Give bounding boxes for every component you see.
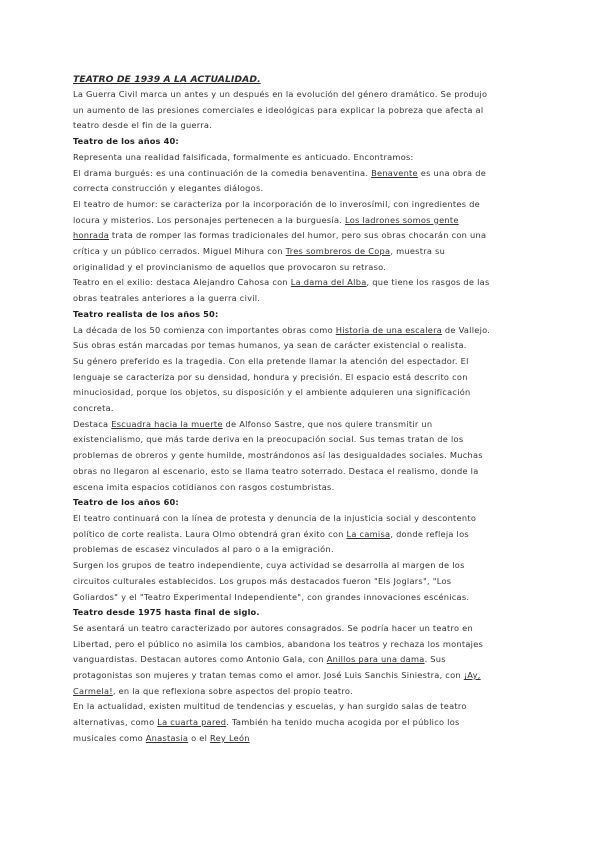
text-line (73, 558, 538, 574)
text-line (73, 87, 538, 103)
line-text: problemas de escasez vinculados al paro o a la emigración. (73, 544, 334, 555)
line-text: problemas de obreros y gente humilde, mostrándonos así las desigualdades sociales. Muchas (73, 450, 483, 461)
text-line (73, 621, 538, 637)
text-line (73, 480, 538, 496)
section-heading (73, 307, 538, 323)
line-text: musicales como (73, 732, 146, 743)
line-text: Teatro de los años 60: (73, 497, 179, 508)
line-text: Representa una realidad falsificada, formalmente es anticuado. Encontramos: (73, 151, 414, 162)
text-line (73, 652, 538, 668)
text-line (73, 464, 538, 480)
text-line (73, 291, 538, 307)
line-text: vanguardistas. Destacan autores como Antonio Gala, con (73, 654, 327, 665)
line-text: o el (188, 732, 210, 743)
text-line (73, 401, 538, 417)
line-text: protagonistas son mujeres y tratan temas como el amor. José Luis Sanchis Siniestra, con (73, 670, 464, 681)
line-text: El drama burgués: es una continuación de la comedia benaventina. (73, 167, 372, 178)
work-title: Los ladrones somos gente (345, 214, 459, 225)
document-title: TEATRO DE 1939 A LA ACTUALIDAD. (73, 74, 261, 85)
work-title: Carmela! (73, 685, 113, 696)
line-text: , en la que reflexiona sobre aspectos del propio teatro. (112, 685, 353, 696)
text-line (73, 118, 538, 134)
work-title: Anastasia (145, 732, 189, 743)
line-text: teatro desde el fin de la guerra. (73, 120, 213, 131)
line-text: obras no llegaron al escenario, esto se llama teatro soterrado. Destaca el realismo, donde la (73, 465, 479, 476)
text-line (73, 244, 538, 260)
text-line (73, 684, 538, 700)
line-text: escena imita espacios cotidianos con rasgos costumbristas. (73, 481, 335, 492)
text-line (73, 542, 538, 558)
text-line (73, 275, 538, 291)
text-line (73, 527, 538, 543)
line-text: de Vallejo. (442, 324, 491, 335)
line-text: crítica y un público cerrados. Miguel Mihura con (73, 246, 286, 257)
text-line (73, 574, 538, 590)
section-heading (73, 134, 538, 150)
work-title: Escuadra hacia la muerte (111, 418, 223, 429)
line-text: , muestra su (390, 246, 446, 257)
line-text: alternativas, como (73, 717, 158, 728)
work-title: Benavente (371, 167, 418, 178)
line-text: Sus obras están marcadas por temas humanos, ya sean de carácter existencial o realista. (73, 340, 467, 351)
line-text: Teatro en el exilio: destaca Alejandro Cahosa con (73, 277, 291, 288)
text-line (73, 432, 538, 448)
text-line (73, 260, 538, 276)
line-text: Teatro realista de los años 50: (73, 308, 219, 319)
text-line (73, 590, 538, 606)
line-text: obras teatrales anteriores a la guerra civil. (73, 293, 261, 304)
work-title: La cuarta pared (157, 717, 227, 728)
text-line (73, 731, 538, 747)
text-line (73, 370, 538, 386)
line-text: es una obra de (417, 167, 487, 178)
text-line (73, 715, 538, 731)
section-heading (73, 605, 538, 621)
line-text: Goliardos" y el "Teatro Experimental Independiente", con grandes innovaciones escénicas. (73, 591, 470, 602)
line-text: trata de romper las formas tradicionales del humor, pero sus obras chocarán con una (109, 230, 487, 241)
line-text: lenguaje se caracteriza por su densidad, hondura y precisión. El espacio está descrito con (73, 371, 468, 382)
work-title: La camisa (346, 528, 391, 539)
line-text: circuitos culturales establecidos. Los grupos más destacados fueron "Els Joglars", "Los (73, 575, 452, 586)
work-title: La dama del Alba (290, 277, 367, 288)
text-line (73, 228, 538, 244)
line-text: existencialismo, que más tarde deriva en la preocupación social. Sus temas tratan de los (73, 434, 464, 445)
work-title: Tres sombreros de Copa (285, 246, 391, 257)
text-line (73, 213, 538, 229)
line-text: Se asentará un teatro caracterizado por autores consagrados. Se podría hacer un teatro en (73, 622, 473, 633)
line-text: La Guerra Civil marca un antes y un después en la evolución del género dramático. Se produjo (73, 89, 488, 99)
text-line (73, 417, 538, 433)
text-line (73, 354, 538, 370)
line-text: El teatro continuará con la línea de protesta y denuncia de la injusticia social y descontento (73, 512, 477, 523)
line-text: . Sus (424, 654, 446, 665)
line-text: , donde refleja los (390, 528, 469, 539)
work-title: Anillos para una dama (326, 654, 425, 665)
line-text: de Alfonso Sastre, que nos quiere transmitir un (222, 418, 433, 429)
work-title: honrada (73, 230, 109, 241)
line-text: originalidad y el provincianismo de aquellos que provocaron su retraso. (73, 261, 387, 272)
line-text: concreta. (73, 403, 114, 414)
text-line (73, 197, 538, 213)
text-line (73, 338, 538, 354)
work-title: Historia de una escalera (335, 324, 443, 335)
line-text: En la actualidad, existen multitud de tendencias y escuelas, y han surgido salas de teatro (73, 701, 467, 712)
line-text: Su género preferido es la tragedia. Con ella pretende llamar la atención del espectador. El (73, 355, 469, 366)
line-text: Teatro desde 1975 hasta final de siglo. (73, 607, 260, 618)
work-title: ¡Ay, (463, 670, 481, 681)
text-line (73, 150, 538, 166)
text-line (73, 448, 538, 464)
text-line (73, 385, 538, 401)
line-text: , que tiene los rasgos de las (366, 277, 490, 288)
line-text: minuciosidad, porque los objetos, su disposición y el ambiente adquieren una significación (73, 387, 471, 398)
line-text: un aumento de las presiones comerciales e ideológicas para explicar la pobreza que afecta al (73, 104, 484, 115)
text-line (73, 166, 538, 182)
line-text: locura y misterios. Los personajes pertenecen a la burguesía. (73, 214, 346, 225)
text-line (73, 103, 538, 119)
document-body (73, 87, 538, 747)
line-text: La década de los 50 comienza con importantes obras como (73, 324, 336, 335)
text-line (73, 699, 538, 715)
line-text: El teatro de humor: se caracteriza por la incorporación de lo inverosímil, con ingredientes de (73, 198, 480, 209)
line-text: . También ha tenido mucha acogida por el público los (226, 717, 460, 728)
section-heading (73, 495, 538, 511)
text-line (73, 181, 538, 197)
work-title: Rey León (210, 732, 250, 743)
line-text: correcta construcción y elegantes diálogos. (73, 183, 264, 194)
line-text: político de corte realista. Laura Olmo obtendrá gran éxito con (73, 528, 347, 539)
text-line (73, 668, 538, 684)
line-text: Teatro de los años 40: (73, 136, 179, 147)
line-text: Destaca (73, 418, 112, 429)
line-text: Libertad, pero el público no asimila los cambios, abandona los teatros y rechaza los montajes (73, 638, 484, 649)
text-line (73, 511, 538, 527)
line-text: Surgen los grupos de teatro independiente, cuya actividad se desarrolla al margen de los (73, 560, 465, 571)
text-line (73, 323, 538, 339)
text-line (73, 637, 538, 653)
